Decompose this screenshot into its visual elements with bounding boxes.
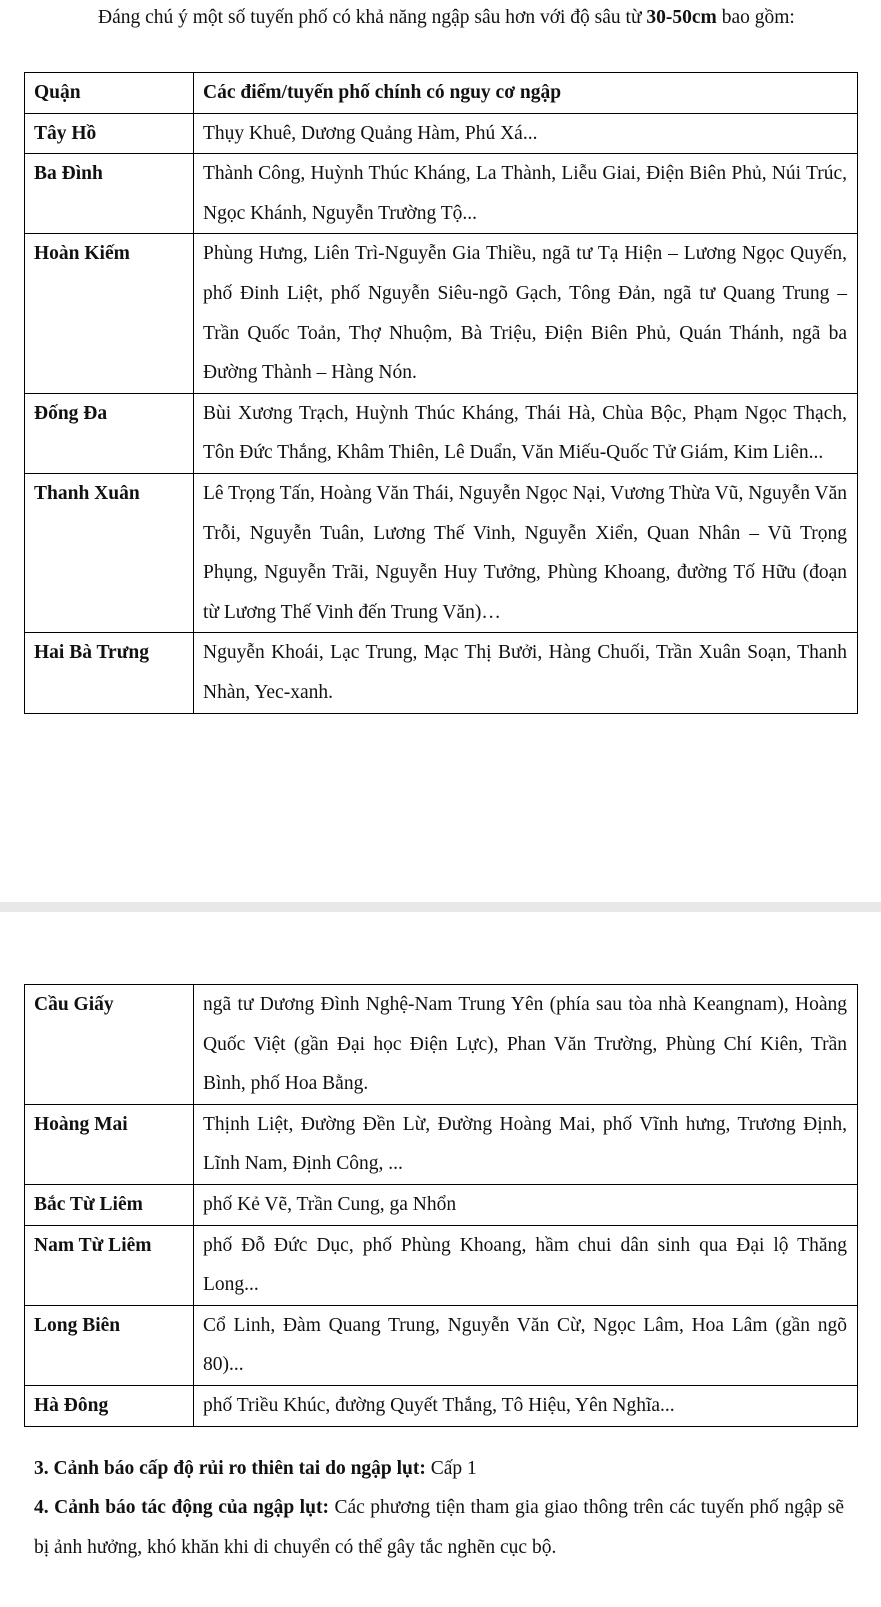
section-3-text: Cấp 1: [425, 1458, 477, 1479]
streets-cell: phố Kẻ Vẽ, Trần Cung, ga Nhổn: [194, 1184, 858, 1225]
section-3-paragraph: [34, 1449, 844, 1489]
streets-cell: Bùi Xương Trạch, Huỳnh Thúc Kháng, Thái Hà, Chùa Bộc, Phạm Ngọc Thạch, Tôn Đức Thắng, Khâm Thiên, Lê Duẩn, Văn Miếu-Quốc Tử Giám, Kim Liên...: [194, 393, 858, 473]
streets-cell: Thịnh Liệt, Đường Đền Lừ, Đường Hoàng Mai, phố Vĩnh hưng, Trương Định, Lĩnh Nam, Định Công, ...: [194, 1104, 858, 1184]
table-row: [25, 1184, 858, 1225]
district-cell: Hà Đông: [25, 1385, 194, 1426]
header-district: Quận: [25, 73, 194, 114]
flood-table-part-2: [24, 984, 858, 1427]
header-streets: Các điểm/tuyến phố chính có nguy cơ ngập: [194, 73, 858, 114]
section-4-heading: 4. Cảnh báo tác động của ngập lụt:: [34, 1497, 329, 1518]
district-cell: Thanh Xuân: [25, 473, 194, 632]
intro-text-after: bao gồm:: [716, 7, 795, 28]
section-3-heading: 3. Cảnh báo cấp độ rủi ro thiên tai do ngập lụt:: [34, 1458, 426, 1479]
streets-cell: Lê Trọng Tấn, Hoàng Văn Thái, Nguyễn Ngọc Nại, Vương Thừa Vũ, Nguyễn Văn Trỗi, Nguyễn Tuân, Lương Thế Vinh, Nguyễn Xiển, Quan Nhân – Vũ Trọng Phụng, Nguyễn Trãi, Nguyễn Huy Tưởng, Phùng Khoang, đường Tố Hữu (đoạn từ Lương Thế Vinh đến Trung Văn)…: [194, 473, 858, 632]
district-cell: Đống Đa: [25, 393, 194, 473]
table-row: [25, 1385, 858, 1426]
streets-cell: Cổ Linh, Đàm Quang Trung, Nguyễn Văn Cừ, Ngọc Lâm, Hoa Lâm (gần ngõ 80)...: [194, 1305, 858, 1385]
document-page-2: [0, 912, 881, 1607]
table-row: [25, 1104, 858, 1184]
section-4-text: Các phương tiện tham gia giao thông trên các tuyến phố ngập sẽ bị ảnh hưởng, khó khăn khi di chuyển có thể gây tắc nghẽn cục bộ.: [34, 1497, 844, 1558]
table-header-row: [25, 73, 858, 114]
streets-cell: Nguyễn Khoái, Lạc Trung, Mạc Thị Bưởi, Hàng Chuối, Trần Xuân Soạn, Thanh Nhàn, Yec-xanh.: [194, 633, 858, 713]
streets-cell: Phùng Hưng, Liên Trì-Nguyễn Gia Thiều, ngã tư Tạ Hiện – Lương Ngọc Quyến, phố Đinh Liệt, phố Nguyễn Siêu-ngõ Gạch, Tông Đản, ngã tư Quang Trung – Trần Quốc Toản, Thợ Nhuộm, Bà Triệu, Điện Biên Phủ, Quán Thánh, ngã ba Đường Thành – Hàng Nón.: [194, 234, 858, 393]
streets-cell: Thụy Khuê, Dương Quảng Hàm, Phú Xá...: [194, 113, 858, 154]
table-row: [25, 113, 858, 154]
intro-paragraph: [34, 4, 856, 32]
streets-cell: Thành Công, Huỳnh Thúc Kháng, La Thành, Liễu Giai, Điện Biên Phủ, Núi Trúc, Ngọc Khánh, Nguyễn Trường Tộ...: [194, 154, 858, 234]
district-cell: Hoàn Kiếm: [25, 234, 194, 393]
streets-cell: phố Triều Khúc, đường Quyết Thắng, Tô Hiệu, Yên Nghĩa...: [194, 1385, 858, 1426]
intro-depth: 30-50cm: [646, 7, 717, 28]
district-cell: Cầu Giấy: [25, 985, 194, 1105]
table-row: [25, 1225, 858, 1305]
district-cell: Ba Đình: [25, 154, 194, 234]
district-cell: Nam Từ Liêm: [25, 1225, 194, 1305]
district-cell: Hoàng Mai: [25, 1104, 194, 1184]
district-cell: Long Biên: [25, 1305, 194, 1385]
streets-cell: phố Đỗ Đức Dục, phố Phùng Khoang, hầm chui dân sinh qua Đại lộ Thăng Long...: [194, 1225, 858, 1305]
district-cell: Bắc Từ Liêm: [25, 1184, 194, 1225]
table-row: [25, 1305, 858, 1385]
district-cell: Hai Bà Trưng: [25, 633, 194, 713]
table-row: [25, 393, 858, 473]
table-row: [25, 234, 858, 393]
table-row: [25, 154, 858, 234]
table-row: [25, 633, 858, 713]
intro-text-before: Đáng chú ý một số tuyến phố có khả năng ngập sâu hơn với độ sâu từ: [98, 7, 647, 28]
table-row: [25, 473, 858, 632]
section-4-paragraph: [34, 1488, 844, 1567]
district-cell: Tây Hồ: [25, 113, 194, 154]
page-separator: [0, 902, 881, 912]
streets-cell: ngã tư Dương Đình Nghệ-Nam Trung Yên (phía sau tòa nhà Keangnam), Hoàng Quốc Việt (gần Đại học Điện Lực), Phan Văn Trường, Phùng Chí Kiên, Trần Bình, phố Hoa Bằng.: [194, 985, 858, 1105]
table-row: [25, 985, 858, 1105]
flood-table-part-1: [24, 72, 858, 714]
